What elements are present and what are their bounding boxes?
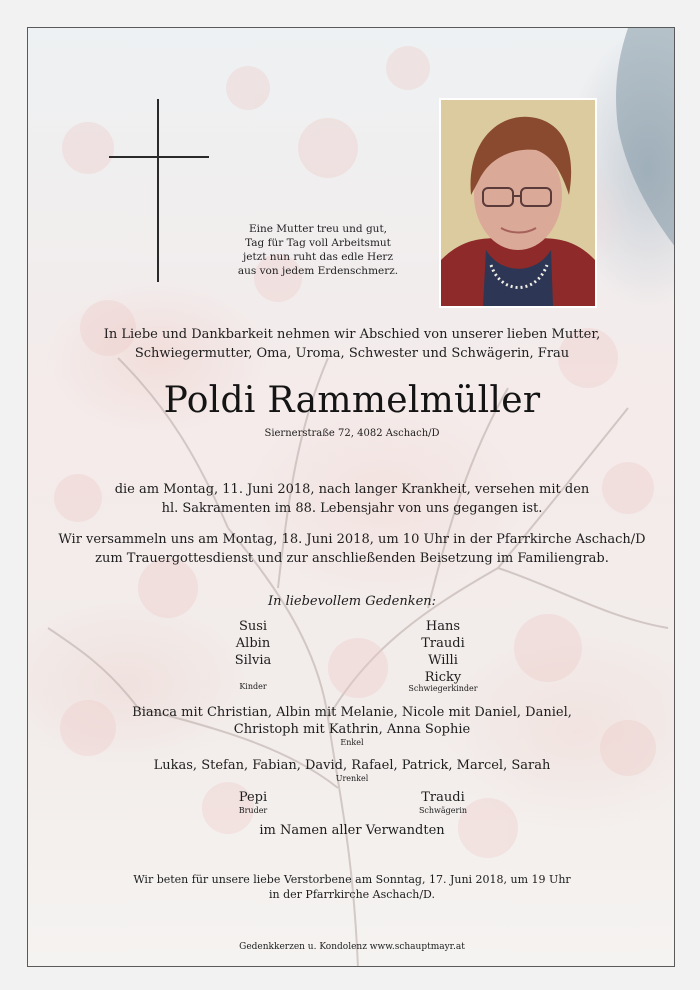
child-in-law-name: Willi: [428, 653, 458, 668]
child-in-law-name: Hans: [425, 619, 461, 634]
poem-line: Eine Mutter treu und gut,: [248, 223, 388, 235]
relatives-line: im Namen aller Verwandten: [259, 823, 445, 838]
children-in-law-list: [383, 618, 503, 694]
grandchildren-line: Christoph mit Kathrin, Anna Sophie: [233, 722, 471, 737]
footer-condolence: Gedenkkerzen u. Kondolenz www.schauptmayr.at: [239, 942, 465, 952]
child-name: Susi: [238, 619, 268, 634]
sister-in-law-label: Schwägerin: [418, 806, 468, 815]
child-name: Silvia: [234, 653, 272, 668]
brother-name: Pepi: [238, 790, 268, 805]
death-info: [28, 480, 675, 518]
brother: [208, 790, 298, 816]
child-name: Albin: [235, 636, 271, 651]
rosary-line: Wir beten für unsere liebe Verstorbene am Sonntag, 17. Juni 2018, um 19 Uhr: [133, 873, 571, 886]
sister-in-law-name: Traudi: [421, 790, 465, 805]
intro-text: [28, 325, 675, 363]
cross-icon-horizontal: [109, 156, 209, 158]
funeral-info-line: zum Trauergottesdienst und zur anschließenden Beisetzung im Familiengrab.: [95, 551, 609, 566]
death-info-line: hl. Sakramenten im 88. Lebensjahr von uns gegangen ist.: [161, 501, 543, 516]
intro-line: Schwiegermutter, Oma, Uroma, Schwester und Schwägerin, Frau: [134, 346, 570, 361]
grandchildren: [28, 704, 675, 748]
cross-icon-vertical: [157, 99, 159, 282]
funeral-info: [28, 530, 675, 568]
children-list: [198, 618, 308, 692]
memory-heading: In liebevollem Gedenken:: [267, 594, 437, 609]
child-in-law-name: Traudi: [421, 636, 465, 651]
poem-line: jetzt nun ruht das edle Herz: [243, 251, 393, 263]
poem-line: Tag für Tag voll Arbeitsmut: [245, 237, 391, 249]
great-grandchildren-label: Urenkel: [335, 774, 369, 783]
obituary-card: [27, 27, 675, 967]
death-info-line: die am Montag, 11. Juni 2018, nach langer Krankheit, versehen mit den: [114, 482, 590, 497]
portrait-photo: [439, 98, 597, 308]
great-grandchildren-line: Lukas, Stefan, Fabian, David, Rafael, Patrick, Marcel, Sarah: [153, 758, 551, 773]
children-in-law-label: Schwiegerkinder: [408, 684, 478, 693]
deceased-name: Poldi Rammelmüller: [163, 380, 541, 421]
child-in-law-name: Ricky: [424, 670, 462, 685]
great-grandchildren: [28, 757, 675, 784]
grandchildren-label: Enkel: [340, 738, 364, 747]
poem: [218, 222, 418, 278]
children-label: Kinder: [239, 682, 267, 691]
grandchildren-line: Bianca mit Christian, Albin mit Melanie, Nicole mit Daniel, Daniel,: [132, 705, 572, 720]
rosary-info: [28, 872, 675, 902]
rosary-line: in der Pfarrkirche Aschach/D.: [269, 888, 435, 901]
intro-line: In Liebe und Dankbarkeit nehmen wir Abschied von unserer lieben Mutter,: [103, 327, 601, 342]
address: Siernerstraße 72, 4082 Aschach/D: [264, 428, 440, 439]
brother-label: Bruder: [238, 806, 268, 815]
funeral-info-line: Wir versammeln uns am Montag, 18. Juni 2018, um 10 Uhr in der Pfarrkirche Aschach/D: [58, 532, 646, 547]
poem-line: aus von jedem Erdenschmerz.: [237, 265, 399, 277]
sister-in-law: [383, 790, 503, 816]
